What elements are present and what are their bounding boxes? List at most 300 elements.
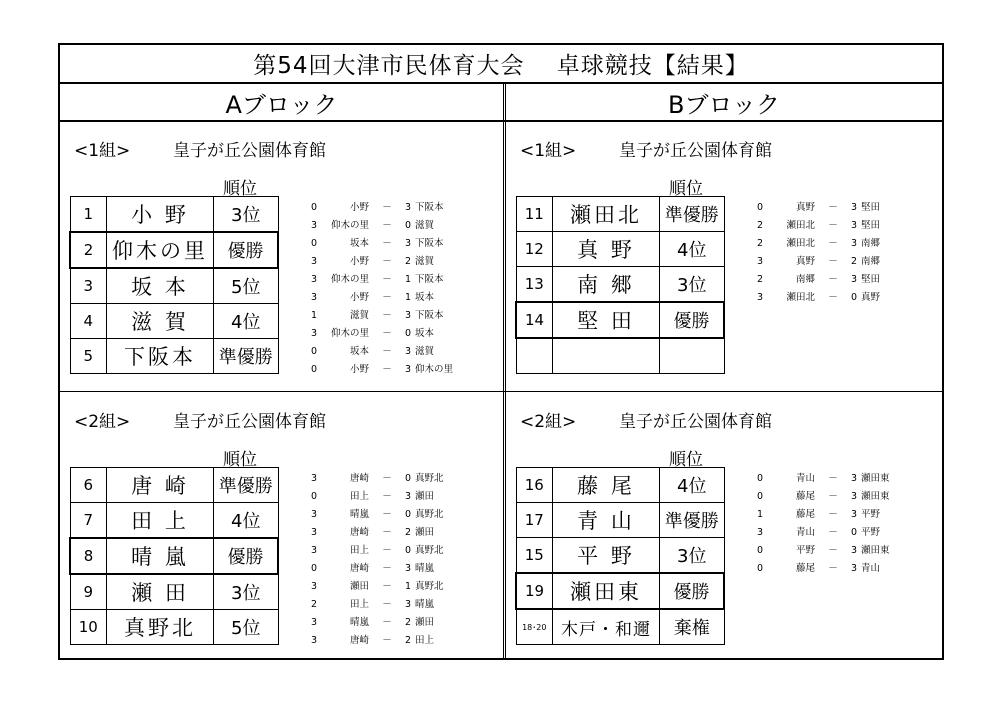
- team-left: 仰木の里: [330, 328, 369, 339]
- match-result-row: [757, 488, 911, 506]
- match-results: [311, 470, 465, 650]
- score-left: 0: [757, 473, 764, 484]
- table-row: [70, 538, 278, 574]
- team-name: 田 上: [107, 503, 214, 539]
- team-left: 晴嵐: [349, 617, 369, 628]
- team-right: 南郷: [861, 256, 881, 267]
- score-left: 3: [311, 274, 318, 285]
- score-left: 0: [757, 545, 764, 556]
- score-dash: －: [828, 202, 838, 213]
- score-right: 3: [405, 238, 412, 249]
- team-right: 晴嵐: [415, 599, 435, 610]
- score-left: 1: [757, 509, 764, 520]
- score-dash: －: [382, 473, 392, 484]
- score-dash: －: [382, 509, 392, 520]
- score-dash: －: [382, 328, 392, 339]
- table-row: [516, 197, 724, 232]
- team-number: 6: [70, 468, 107, 503]
- team-left: 唐崎: [349, 563, 369, 574]
- score-right: 0: [405, 509, 412, 520]
- team-rank: 4位: [214, 304, 279, 339]
- team-right: 坂本: [415, 328, 435, 339]
- score-dash: －: [382, 581, 392, 592]
- team-name: 真野北: [107, 610, 214, 645]
- team-left: 唐崎: [349, 527, 369, 538]
- group-venue: 皇子が丘公園体育館: [619, 141, 772, 161]
- team-rank: 3位: [660, 267, 725, 303]
- score-left: 3: [757, 256, 764, 267]
- group-venue: 皇子が丘公園体育館: [173, 141, 326, 161]
- team-right: 瀬田: [415, 617, 435, 628]
- team-rank: 優勝: [214, 538, 279, 574]
- team-right: 瀬田: [415, 491, 435, 502]
- table-row: [516, 468, 724, 503]
- team-right: 滋賀: [415, 220, 435, 231]
- match-result-row: [311, 235, 465, 253]
- team-right: 下阪本: [415, 238, 444, 249]
- score-left: 3: [311, 527, 318, 538]
- table-row: [516, 302, 724, 338]
- match-result-row: [311, 596, 465, 614]
- team-right: 仰木の里: [415, 364, 454, 375]
- team-number: 9: [70, 574, 107, 610]
- score-dash: －: [828, 238, 838, 249]
- score-right: 3: [851, 202, 858, 213]
- score-left: 2: [757, 220, 764, 231]
- team-rank: 優勝: [660, 573, 725, 609]
- team-right: 晴嵐: [415, 563, 435, 574]
- score-right: 0: [405, 545, 412, 556]
- team-name: 平 野: [553, 538, 660, 574]
- team-name: [553, 338, 660, 374]
- score-left: 3: [311, 292, 318, 303]
- score-right: 3: [405, 563, 412, 574]
- team-name: 唐 崎: [107, 468, 214, 503]
- team-number: 15: [516, 538, 553, 574]
- match-result-row: [757, 253, 911, 271]
- team-number: 17: [516, 503, 553, 538]
- score-left: 3: [311, 581, 318, 592]
- match-result-row: [311, 325, 465, 343]
- team-right: 堅田: [861, 202, 881, 213]
- match-result-row: [311, 632, 465, 650]
- score-left: 0: [311, 346, 318, 357]
- match-result-row: [311, 524, 465, 542]
- team-left: 田上: [349, 545, 369, 556]
- team-left: 瀬田北: [786, 238, 815, 249]
- page-title: 第54回大津市民体育大会 卓球競技【結果】: [60, 45, 942, 84]
- team-right: 田上: [415, 635, 435, 646]
- group-divider: [60, 391, 942, 392]
- team-number: 14: [516, 302, 553, 338]
- score-left: 2: [311, 599, 318, 610]
- score-left: 3: [311, 473, 318, 484]
- match-result-row: [757, 470, 911, 488]
- table-row: [516, 538, 724, 574]
- match-result-row: [757, 271, 911, 289]
- team-number: 7: [70, 503, 107, 539]
- team-left: 藤尾: [795, 491, 815, 502]
- score-left: 0: [311, 491, 318, 502]
- score-left: 1: [311, 310, 318, 321]
- score-dash: －: [828, 256, 838, 267]
- team-right: 真野北: [415, 473, 444, 484]
- match-result-row: [311, 470, 465, 488]
- team-rank: 5位: [214, 268, 279, 304]
- score-dash: －: [382, 563, 392, 574]
- score-left: 0: [311, 202, 318, 213]
- score-right: 0: [405, 220, 412, 231]
- group-b-1: [506, 122, 946, 388]
- team-name: 木戸・和邇: [553, 609, 660, 645]
- team-right: 瀬田東: [861, 545, 890, 556]
- team-right: 真野北: [415, 509, 444, 520]
- score-right: 3: [851, 238, 858, 249]
- match-result-row: [757, 217, 911, 235]
- team-right: 堅田: [861, 220, 881, 231]
- team-number: 11: [516, 197, 553, 232]
- team-left: 藤尾: [795, 509, 815, 520]
- match-results: [311, 199, 465, 379]
- score-right: 3: [851, 473, 858, 484]
- team-left: 真野: [795, 202, 815, 213]
- score-right: 3: [851, 509, 858, 520]
- team-right: 滋賀: [415, 346, 435, 357]
- score-left: 3: [757, 527, 764, 538]
- table-row: [70, 339, 278, 374]
- match-result-row: [757, 199, 911, 217]
- score-right: 3: [851, 491, 858, 502]
- match-result-row: [311, 343, 465, 361]
- score-left: 3: [311, 617, 318, 628]
- team-right: 瀬田東: [861, 473, 890, 484]
- score-left: 2: [757, 238, 764, 249]
- score-dash: －: [828, 509, 838, 520]
- score-right: 2: [405, 527, 412, 538]
- team-right: 平野: [861, 527, 881, 538]
- score-right: 0: [405, 473, 412, 484]
- results-sheet: [58, 43, 944, 660]
- match-result-row: [311, 578, 465, 596]
- table-row: [516, 503, 724, 538]
- team-name: 滋 賀: [107, 304, 214, 339]
- score-dash: －: [382, 238, 392, 249]
- score-left: 3: [311, 328, 318, 339]
- score-dash: －: [382, 491, 392, 502]
- team-rank: 棄権: [660, 609, 725, 645]
- team-rank: 準優勝: [214, 339, 279, 374]
- team-left: 真野: [795, 256, 815, 267]
- team-left: 瀬田: [349, 581, 369, 592]
- team-rank: 5位: [214, 610, 279, 645]
- match-result-row: [757, 524, 911, 542]
- table-row: [70, 304, 278, 339]
- score-left: 3: [311, 635, 318, 646]
- team-number: 2: [70, 232, 107, 268]
- score-dash: －: [828, 545, 838, 556]
- score-right: 3: [405, 364, 412, 375]
- team-rank: 3位: [214, 574, 279, 610]
- score-right: 2: [851, 256, 858, 267]
- team-number: 19: [516, 573, 553, 609]
- score-right: 3: [405, 202, 412, 213]
- match-result-row: [757, 235, 911, 253]
- group-label: <1組>: [74, 141, 131, 161]
- group-label: <1組>: [520, 141, 577, 161]
- match-result-row: [311, 289, 465, 307]
- score-left: 3: [311, 256, 318, 267]
- team-left: 小野: [349, 364, 369, 375]
- team-right: 真野北: [415, 545, 444, 556]
- team-right: 平野: [861, 509, 881, 520]
- score-dash: －: [382, 527, 392, 538]
- block-a-heading: Aブロック: [225, 90, 338, 119]
- team-right: 坂本: [415, 292, 435, 303]
- team-number: 4: [70, 304, 107, 339]
- team-right: 下阪本: [415, 310, 444, 321]
- score-right: 3: [851, 545, 858, 556]
- team-number: 18･20: [516, 609, 553, 645]
- team-number: 8: [70, 538, 107, 574]
- score-dash: －: [828, 274, 838, 285]
- score-right: 3: [405, 599, 412, 610]
- score-right: 3: [851, 220, 858, 231]
- team-table: [515, 196, 725, 374]
- score-left: 0: [757, 202, 764, 213]
- team-right: 南郷: [861, 238, 881, 249]
- team-name: 南 郷: [553, 267, 660, 303]
- team-rank: 4位: [214, 503, 279, 539]
- team-name: 晴 嵐: [107, 538, 214, 574]
- team-number: 10: [70, 610, 107, 645]
- team-right: 真野北: [415, 581, 444, 592]
- group-b-2: [506, 393, 946, 659]
- team-name: 瀬田東: [553, 573, 660, 609]
- team-left: 瀬田北: [786, 292, 815, 303]
- table-row: [70, 610, 278, 645]
- score-dash: －: [382, 599, 392, 610]
- table-row: [516, 267, 724, 303]
- team-left: 瀬田北: [786, 220, 815, 231]
- team-number: 1: [70, 197, 107, 233]
- group-venue: 皇子が丘公園体育館: [619, 412, 772, 432]
- group-a-1: [60, 122, 500, 388]
- team-left: 小野: [349, 202, 369, 213]
- team-right: 青山: [861, 563, 881, 574]
- match-results: [757, 199, 911, 307]
- team-left: 小野: [349, 256, 369, 267]
- table-row: [516, 573, 724, 609]
- team-left: 田上: [349, 599, 369, 610]
- match-results: [757, 470, 911, 578]
- team-table: [69, 467, 279, 645]
- team-left: 田上: [349, 491, 369, 502]
- score-right: 1: [405, 274, 412, 285]
- group-venue: 皇子が丘公園体育館: [173, 412, 326, 432]
- rank-header: 順位: [223, 179, 257, 199]
- score-dash: －: [382, 202, 392, 213]
- team-number: 5: [70, 339, 107, 374]
- table-row: [516, 232, 724, 267]
- table-row: [70, 574, 278, 610]
- score-left: 2: [757, 274, 764, 285]
- score-right: 3: [851, 563, 858, 574]
- score-left: 0: [311, 238, 318, 249]
- score-left: 3: [757, 292, 764, 303]
- score-dash: －: [382, 274, 392, 285]
- match-result-row: [757, 289, 911, 307]
- team-name: 小 野: [107, 197, 214, 233]
- score-dash: －: [382, 617, 392, 628]
- match-result-row: [311, 217, 465, 235]
- team-table: [69, 196, 279, 374]
- group-label: <2組>: [74, 412, 131, 432]
- team-table: [515, 467, 725, 645]
- match-result-row: [311, 271, 465, 289]
- team-rank: 3位: [214, 197, 279, 233]
- score-right: 1: [405, 581, 412, 592]
- score-dash: －: [382, 256, 392, 267]
- score-dash: －: [828, 220, 838, 231]
- team-left: 青山: [795, 527, 815, 538]
- team-rank: [660, 338, 725, 374]
- team-rank: 準優勝: [660, 503, 725, 538]
- team-right: 堅田: [861, 274, 881, 285]
- match-result-row: [311, 506, 465, 524]
- team-rank: 4位: [660, 232, 725, 267]
- team-right: 瀬田東: [861, 491, 890, 502]
- team-left: 坂本: [349, 346, 369, 357]
- score-right: 3: [851, 274, 858, 285]
- team-left: 唐崎: [349, 473, 369, 484]
- match-result-row: [757, 560, 911, 578]
- score-dash: －: [382, 364, 392, 375]
- team-left: 平野: [795, 545, 815, 556]
- team-left: 南郷: [795, 274, 815, 285]
- team-rank: 準優勝: [214, 468, 279, 503]
- team-right: 滋賀: [415, 256, 435, 267]
- team-right: 下阪本: [415, 274, 444, 285]
- table-row: [516, 609, 724, 645]
- team-right: 下阪本: [415, 202, 444, 213]
- team-left: 仰木の里: [330, 220, 369, 231]
- table-row: [70, 197, 278, 233]
- score-right: 1: [405, 292, 412, 303]
- team-right: 瀬田: [415, 527, 435, 538]
- match-result-row: [311, 614, 465, 632]
- score-right: 2: [405, 635, 412, 646]
- team-name: 仰木の里: [107, 232, 214, 268]
- score-dash: －: [828, 292, 838, 303]
- group-label: <2組>: [520, 412, 577, 432]
- team-left: 唐崎: [349, 635, 369, 646]
- team-rank: 優勝: [660, 302, 725, 338]
- team-number: 12: [516, 232, 553, 267]
- team-rank: 優勝: [214, 232, 279, 268]
- team-name: 瀬 田: [107, 574, 214, 610]
- team-rank: 4位: [660, 468, 725, 503]
- score-dash: －: [382, 310, 392, 321]
- score-right: 2: [405, 617, 412, 628]
- score-right: 2: [405, 256, 412, 267]
- score-right: 0: [851, 292, 858, 303]
- match-result-row: [311, 199, 465, 217]
- match-result-row: [311, 253, 465, 271]
- block-header-row: [60, 84, 942, 122]
- score-left: 3: [311, 509, 318, 520]
- score-dash: －: [382, 292, 392, 303]
- score-left: 0: [757, 563, 764, 574]
- team-left: 坂本: [349, 238, 369, 249]
- team-rank: 3位: [660, 538, 725, 574]
- match-result-row: [311, 542, 465, 560]
- team-left: 仰木の里: [330, 274, 369, 285]
- team-name: 瀬田北: [553, 197, 660, 232]
- score-left: 3: [311, 545, 318, 556]
- table-row: [70, 503, 278, 539]
- team-left: 青山: [795, 473, 815, 484]
- team-left: 小野: [349, 292, 369, 303]
- team-name: 堅 田: [553, 302, 660, 338]
- team-left: 滋賀: [349, 310, 369, 321]
- score-dash: －: [828, 527, 838, 538]
- score-dash: －: [382, 635, 392, 646]
- score-dash: －: [828, 563, 838, 574]
- team-left: 藤尾: [795, 563, 815, 574]
- team-number: 16: [516, 468, 553, 503]
- team-name: 坂 本: [107, 268, 214, 304]
- score-left: 3: [311, 220, 318, 231]
- match-result-row: [757, 542, 911, 560]
- score-right: 3: [405, 346, 412, 357]
- score-right: 0: [405, 328, 412, 339]
- rank-header: 順位: [669, 179, 703, 199]
- score-left: 0: [757, 491, 764, 502]
- team-rank: 準優勝: [660, 197, 725, 232]
- match-result-row: [757, 506, 911, 524]
- score-right: 3: [405, 491, 412, 502]
- team-right: 真野: [861, 292, 881, 303]
- table-row: [70, 268, 278, 304]
- team-left: 晴嵐: [349, 509, 369, 520]
- score-left: 0: [311, 563, 318, 574]
- score-dash: －: [382, 545, 392, 556]
- table-row: [70, 232, 278, 268]
- match-result-row: [311, 488, 465, 506]
- score-dash: －: [382, 346, 392, 357]
- team-number: 3: [70, 268, 107, 304]
- team-number: 13: [516, 267, 553, 303]
- match-result-row: [311, 560, 465, 578]
- table-row: [70, 468, 278, 503]
- score-dash: －: [828, 491, 838, 502]
- team-name: 藤 尾: [553, 468, 660, 503]
- team-name: 下阪本: [107, 339, 214, 374]
- match-result-row: [311, 307, 465, 325]
- table-row: [516, 338, 724, 374]
- team-name: 真 野: [553, 232, 660, 267]
- team-name: 青 山: [553, 503, 660, 538]
- score-right: 0: [851, 527, 858, 538]
- score-left: 0: [311, 364, 318, 375]
- group-a-2: [60, 393, 500, 659]
- score-dash: －: [382, 220, 392, 231]
- score-right: 3: [405, 310, 412, 321]
- match-result-row: [311, 361, 465, 379]
- team-number: [516, 338, 553, 374]
- rank-header: 順位: [223, 450, 257, 470]
- score-dash: －: [828, 473, 838, 484]
